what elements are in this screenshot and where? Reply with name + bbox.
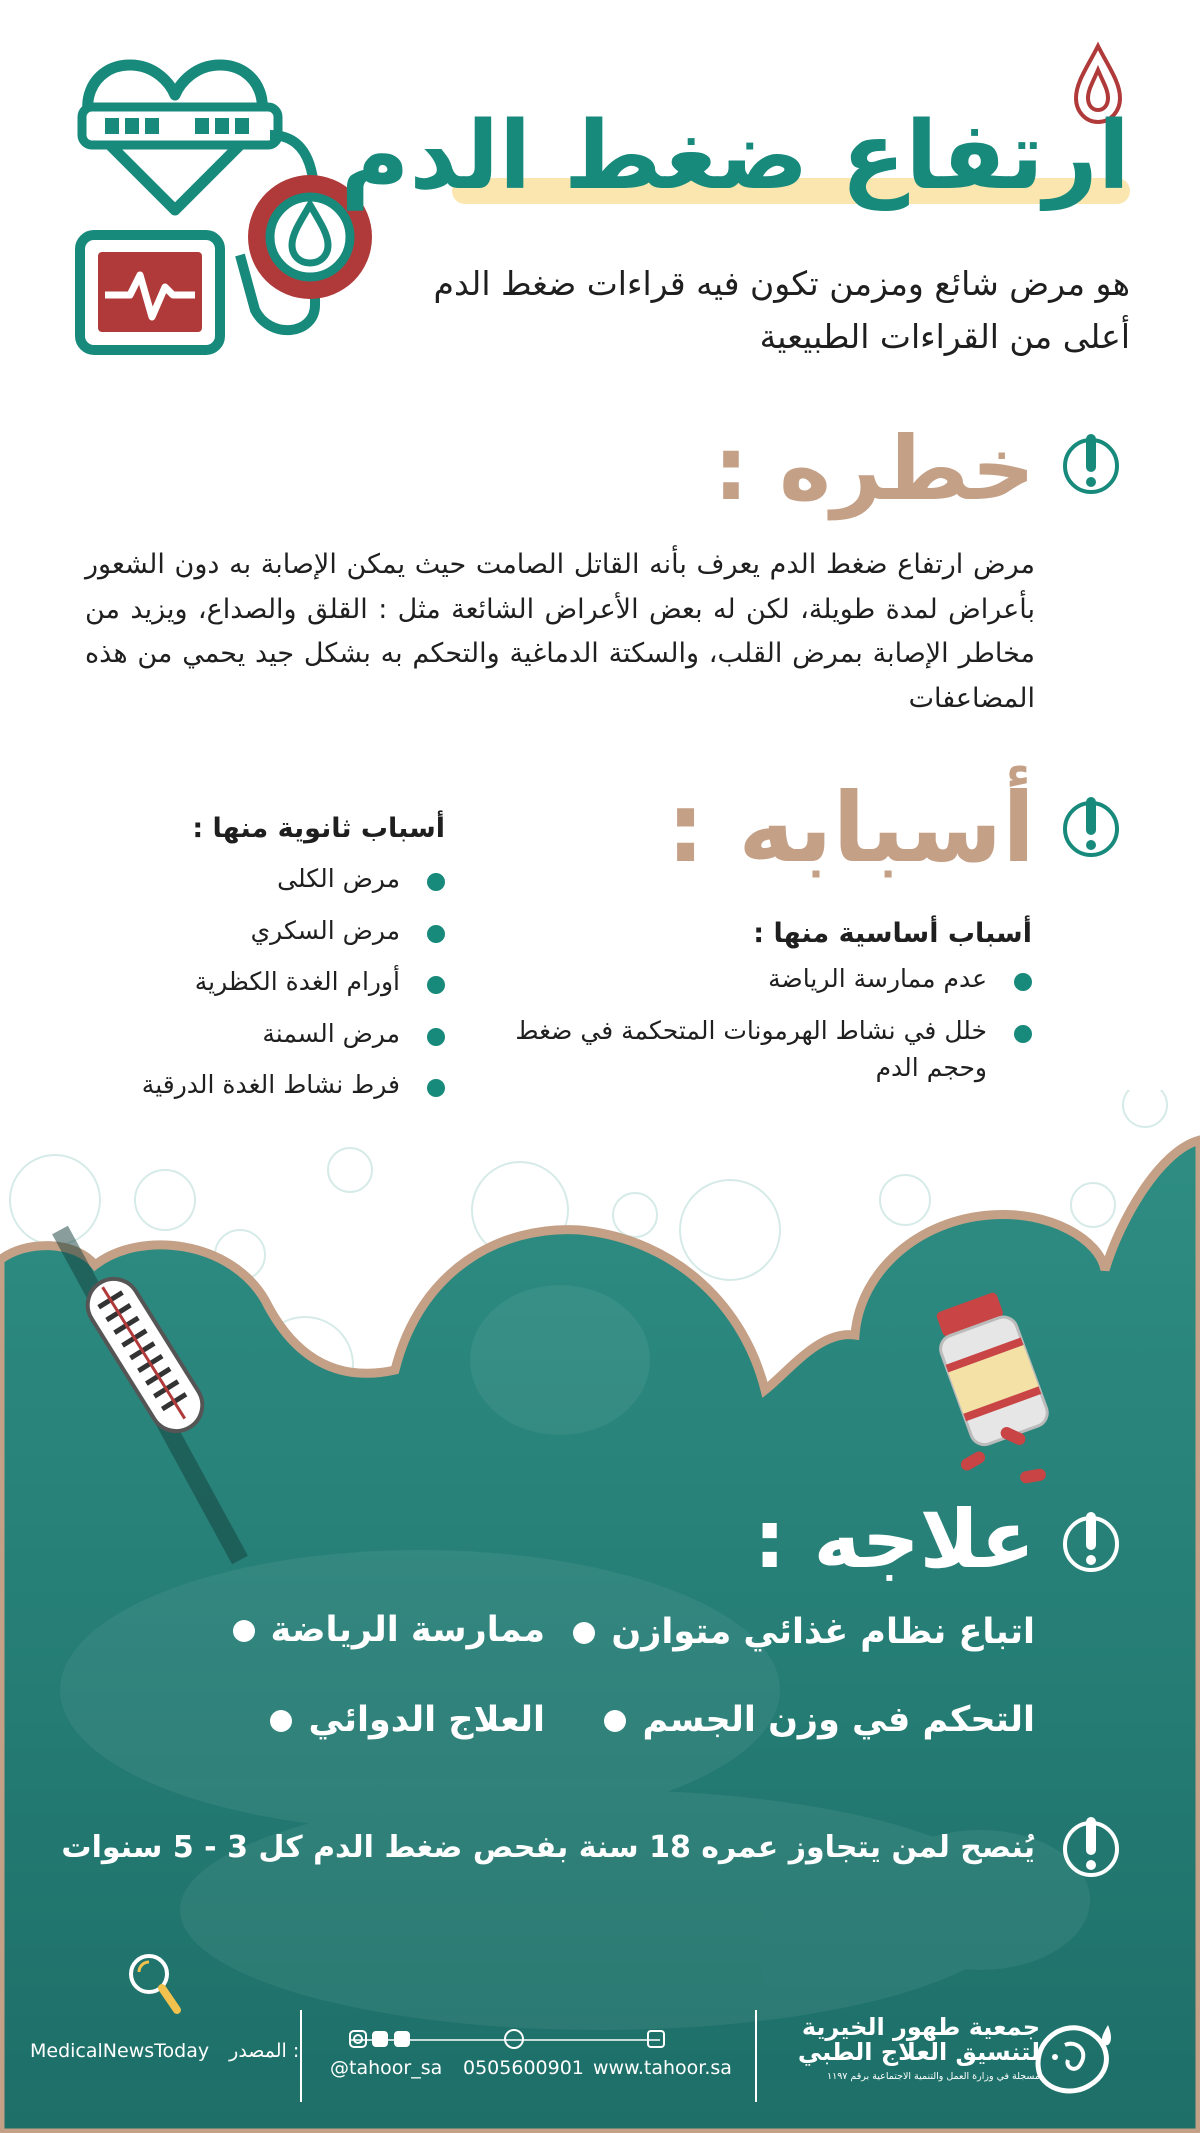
facebook-icon bbox=[372, 2031, 388, 2047]
treatment-item: ممارسة الرياضة bbox=[233, 1610, 546, 1650]
intro-text: هو مرض شائع ومزمن تكون فيه قراءات ضغط الدم أعلى من القراءات الطبيعية bbox=[433, 264, 1130, 356]
organization-name bbox=[798, 2015, 1040, 2082]
blood-pressure-monitor-illustration bbox=[70, 55, 380, 365]
secondary-causes-list bbox=[25, 860, 445, 1118]
treatment-item: اتباع نظام غذائي متوازن bbox=[573, 1612, 1035, 1652]
list-item: فرط نشاط الغدة الدرقية bbox=[25, 1066, 445, 1104]
exclamation-icon bbox=[1060, 432, 1122, 494]
treatment-item: العلاج الدوائي bbox=[270, 1700, 545, 1740]
footer-divider bbox=[755, 2010, 757, 2102]
list-item: مرض الكلى bbox=[25, 860, 445, 898]
instagram-icon bbox=[350, 2031, 366, 2047]
page-title: ارتفاع ضغط الدم bbox=[340, 102, 1130, 211]
source-credit bbox=[30, 2040, 299, 2062]
treatment-item: التحكم في وزن الجسم bbox=[604, 1700, 1035, 1740]
org-registration: مسجلة في وزارة العمل والتنمية الاجتماعية برقم ١١٩٧ bbox=[826, 2071, 1040, 2083]
source-value: MedicalNewsToday bbox=[30, 2040, 210, 2062]
source-label: المصدر : bbox=[229, 2040, 300, 2062]
screening-advice: يُنصح لمن يتجاوز عمره 18 سنة بفحص ضغط الدم كل 3 - 5 سنوات bbox=[61, 1830, 1035, 1865]
magnifier-icon bbox=[125, 1950, 185, 2020]
list-item: عدم ممارسة الرياضة bbox=[512, 960, 1032, 998]
danger-text: مرض ارتفاع ضغط الدم يعرف بأنه القاتل الصامت حيث يمكن الإصابة به دون الشعور بأعراض لمدة طويلة، لكن له بعض الأعراض الشائعة مثل : القلق والصداع، ويزيد من مخاطر الإصابة بمرض القلب، والسكتة الدماغية والتحكم به بشكل جيد يحمي من هذه المضاعفات bbox=[85, 549, 1035, 714]
contact-icons-row bbox=[330, 2025, 730, 2055]
secondary-causes-heading: أسباب ثانوية منها : bbox=[192, 813, 445, 844]
website-link[interactable]: www.tahoor.sa bbox=[593, 2057, 732, 2079]
danger-heading: خطره : bbox=[713, 417, 1035, 520]
causes-heading: أسبابه : bbox=[666, 772, 1035, 884]
social-handle[interactable]: @tahoor_sa bbox=[330, 2057, 443, 2079]
treatment-heading: علاجه : bbox=[753, 1493, 1035, 1586]
list-item: خلل في نشاط الهرمونات المتحكمة في ضغط وحجم الدم bbox=[512, 1012, 1032, 1087]
web-icon bbox=[648, 2031, 664, 2047]
phone-number[interactable]: 0505600901 bbox=[463, 2057, 584, 2079]
primary-causes-list bbox=[512, 960, 1032, 1101]
exclamation-icon bbox=[1060, 1510, 1122, 1572]
list-item: مرض السمنة bbox=[25, 1015, 445, 1053]
primary-causes-heading: أسباب أساسية منها : bbox=[753, 918, 1032, 949]
tahoor-logo-icon bbox=[1020, 2005, 1130, 2105]
exclamation-icon bbox=[1060, 1815, 1122, 1877]
org-name-text: جمعية طهور الخيرية لتنسيق العلاج الطبي bbox=[797, 2013, 1040, 2067]
footer-divider bbox=[300, 2010, 302, 2102]
twitter-icon bbox=[394, 2031, 410, 2047]
list-item: مرض السكري bbox=[25, 912, 445, 950]
list-item: أورام الغدة الكظرية bbox=[25, 963, 445, 1001]
exclamation-icon bbox=[1060, 795, 1122, 857]
contact-info bbox=[330, 2025, 730, 2085]
whatsapp-icon bbox=[505, 2030, 523, 2048]
